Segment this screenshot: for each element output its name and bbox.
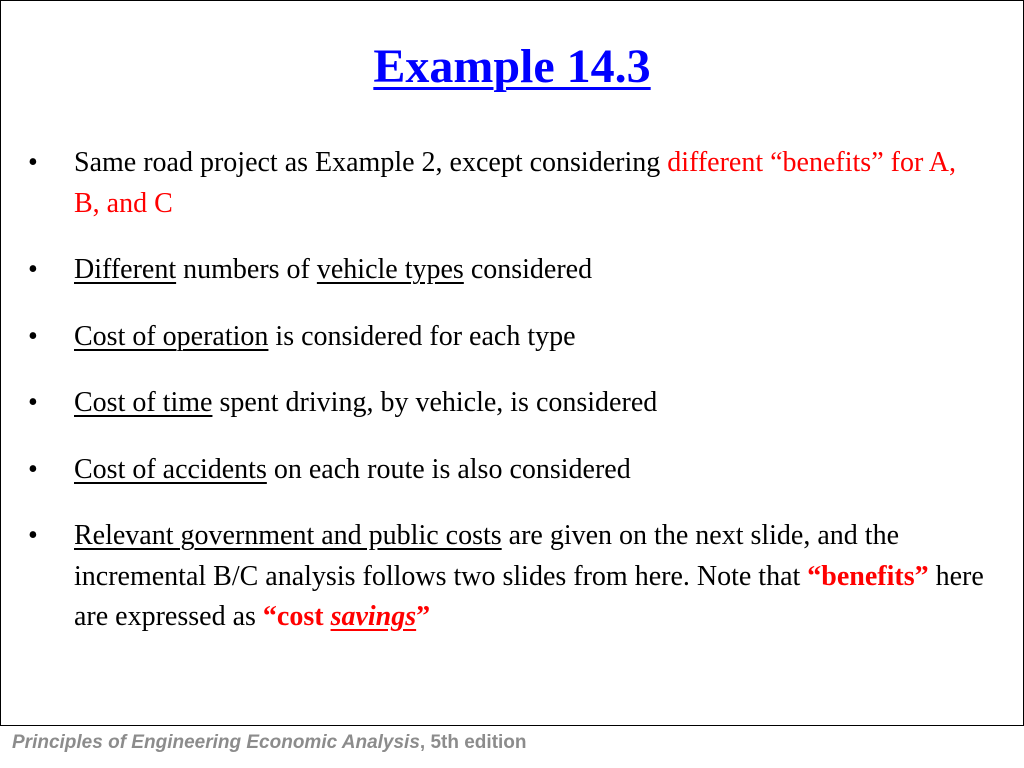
bullet-6-text-2: here are expressed as [74, 560, 984, 632]
bullet-6-close-quote: ” [416, 601, 431, 632]
bullet-item-4 [28, 383, 988, 424]
bullet-6-savings: savings [330, 601, 417, 632]
bullet-6-benefits: “benefits” [807, 560, 929, 592]
bullet-item-2 [28, 250, 988, 291]
bullet-1-red-text: different “benefits” for A, B, and C [74, 147, 956, 219]
bullet-5-underlined: Cost of accidents [74, 453, 267, 485]
bullet-2-underlined-2: vehicle types [316, 254, 464, 285]
bullet-3-text: is considered for each type [268, 320, 576, 352]
bullet-item-3 [28, 317, 988, 358]
bullet-marker: • [28, 520, 38, 551]
slide-title-text: Example 14.3 [373, 40, 651, 93]
bullet-marker: • [28, 147, 38, 178]
slide-title [0, 38, 1024, 96]
bullet-1-text: Same road project as Example 2, except considering [74, 147, 668, 178]
bullet-4-text: spent driving, by vehicle, is considered [212, 387, 658, 418]
bullet-item-6 [28, 516, 988, 638]
bullet-6-cost: “cost [262, 601, 331, 632]
slide-footer [12, 729, 527, 757]
bullet-4-underlined: Cost of time [74, 387, 213, 418]
bullet-6-text-1: are given on the next slide, and the incremental B/C analysis follows two slides from here. Note that [74, 520, 899, 592]
bullet-marker: • [28, 453, 38, 485]
bullet-5-text: on each route is also considered [266, 453, 631, 485]
footer-edition: , 5th edition [419, 732, 527, 753]
bullet-marker: • [28, 320, 38, 352]
bullet-3-underlined: Cost of operation [74, 320, 269, 352]
bullet-item-5 [28, 450, 988, 491]
bullet-marker: • [28, 254, 38, 285]
bullet-item-1 [28, 143, 988, 224]
bullet-2-text-2: considered [463, 254, 593, 285]
footer-book-title: Principles of Engineering Economic Analysis [12, 732, 420, 753]
bullet-2-text-1: numbers of [176, 254, 317, 285]
bullet-list [28, 143, 988, 638]
bullet-6-underlined: Relevant government and public costs [74, 520, 502, 551]
bullet-marker: • [28, 387, 38, 418]
bullet-2-underlined-1: Different [74, 254, 177, 285]
